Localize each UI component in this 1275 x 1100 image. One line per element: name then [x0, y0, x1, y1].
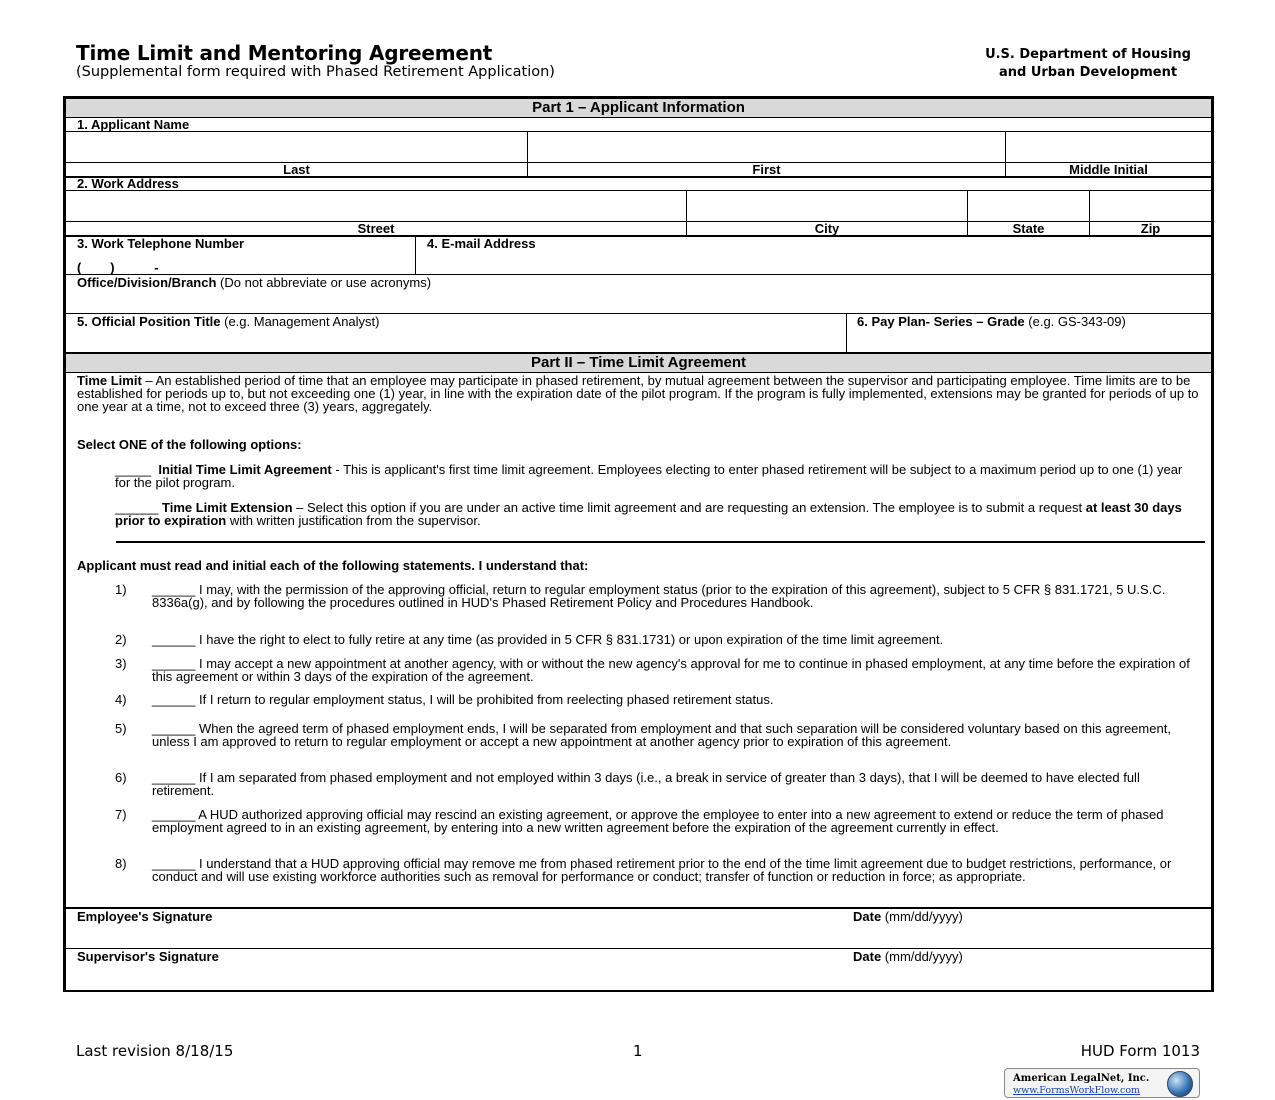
employee-signature-row	[66, 909, 1211, 949]
option1-text: - This is applicant's first time limit agreement. Employees electing to enter phased retirement will be subject to a maximum period up to one (1) year for the pilot program.	[115, 462, 1183, 490]
logo-company-name: American LegalNet, Inc.	[1013, 1073, 1150, 1084]
office-hint: (Do not abbreviate or use acronyms)	[216, 275, 432, 290]
statement-number: 7)	[115, 807, 127, 822]
part2-heading: Part II – Time Limit Agreement	[66, 354, 1211, 373]
applicant-name-label: 1. Applicant Name	[77, 117, 190, 132]
statement-text: ______ When the agreed term of phased employment ends, I will be separated from employment and that such separation will be considered voluntary based on this agreement, unless I am approved to return to regular employment or accept a new appointment at another agency prior to expiration of this agreement.	[152, 721, 1171, 749]
time-limit-definition	[77, 374, 1199, 413]
option2-text-b: with written justification from the supervisor.	[226, 513, 481, 528]
statement-text: ______ I understand that a HUD approving official may remove me from phased retirement prior to the end of the time limit agreement due to budget restrictions, performance, or conduct and will use existing workforce authorities such as removal for performance or conduct; transfer of function or reduction in force; as appropriate.	[152, 856, 1172, 884]
statement-number: 5)	[115, 721, 127, 736]
statement-number: 3)	[115, 656, 127, 671]
statement-3[interactable]	[115, 657, 1199, 683]
pay-label-text: 6. Pay Plan- Series – Grade	[857, 314, 1025, 329]
option2-blank: ______	[115, 500, 162, 515]
first-name-caption: First	[752, 162, 781, 177]
state-caption: State	[1012, 221, 1045, 236]
option1-blank: _____	[115, 462, 159, 477]
statement-7[interactable]	[115, 808, 1199, 834]
supervisor-date-label	[853, 950, 963, 964]
logo-website-link[interactable]: www.FormsWorkFlow.com	[1013, 1085, 1141, 1096]
statement-text: ______ I may accept a new appointment at another agency, with or without the new agency's approval for me to continue in phased employment, at any time before the expiration of this agreement or within 3 days of the expiration of the agreement.	[152, 656, 1190, 684]
street-field[interactable]	[66, 191, 686, 221]
date-label-text: Date	[853, 909, 882, 924]
phone-format-hint: ( ) -	[77, 260, 159, 275]
statement-text: ______ A HUD authorized approving official may rescind an existing agreement, or approve the employee to enter into a new agreement to extend or reduce the term of phased employment agreed to in an existing agreement, by entering into a new written agreement before the expiration of the agreement currently in effect.	[152, 807, 1164, 835]
time-limit-term: Time Limit	[77, 373, 142, 388]
statement-text: ______ I have the right to elect to fully retire at any time (as provided in 5 CFR § 831.1731) or upon expiration of the time limit agreement.	[152, 632, 944, 647]
supervisor-signature-field[interactable]	[66, 949, 836, 991]
option2-bold: at least 30 days prior to expiration	[115, 500, 1182, 528]
supervisor-signature-row	[66, 949, 1211, 991]
agency-name	[985, 46, 1191, 82]
street-caption: Street	[357, 221, 395, 236]
option-initial-agreement[interactable]	[115, 463, 1199, 489]
work-telephone-label: 3. Work Telephone Number	[77, 236, 245, 251]
page-number: 1	[633, 1042, 643, 1060]
work-address-label: 2. Work Address	[77, 176, 179, 191]
middle-initial-caption: Middle Initial	[1069, 162, 1148, 177]
select-one-label: Select ONE of the following options:	[77, 437, 302, 452]
form-title: Time Limit and Mentoring Agreement	[76, 41, 493, 65]
statement-2[interactable]	[115, 633, 1199, 646]
zip-caption: Zip	[1140, 221, 1161, 236]
employee-date-field[interactable]	[852, 909, 1211, 949]
date-hint: (mm/dd/yyyy)	[881, 909, 963, 924]
statement-number: 2)	[115, 632, 127, 647]
statement-number: 4)	[115, 692, 127, 707]
statement-text: ______ I may, with the permission of the approving official, return to regular employment status (prior to the expiration of this agreement), subject to 5 CFR § 831.1721, 5 U.S.C. 8336a(g), and by following the procedures outlined in HUD's Phased Retirement Policy and Procedures Handbook.	[152, 582, 1166, 610]
position-label-text: 5. Official Position Title	[77, 314, 221, 329]
statement-5[interactable]	[115, 722, 1199, 748]
option2-title: Time Limit Extension	[162, 500, 293, 515]
employee-date-label	[853, 910, 963, 924]
supervisor-date-field[interactable]	[852, 949, 1211, 991]
statement-1[interactable]	[115, 583, 1199, 609]
position-title-field[interactable]	[66, 314, 846, 353]
position-title-label	[77, 315, 380, 329]
last-name-field[interactable]	[66, 132, 527, 163]
statement-text: ______ If I return to regular employment status, I will be prohibited from reelecting phased retirement status.	[152, 692, 774, 707]
last-name-caption: Last	[283, 162, 310, 177]
statement-8[interactable]	[115, 857, 1199, 883]
statement-text: ______ If I am separated from phased employment and not employed within 3 days (i.e., a break in service of greater than 3 days), that I will be deemed to have elected full retirement.	[152, 770, 1140, 798]
form-body	[63, 96, 1214, 992]
zip-field[interactable]	[1090, 191, 1211, 221]
statement-number: 8)	[115, 856, 127, 871]
employee-signature-label: Employee's Signature	[77, 909, 213, 924]
statement-6[interactable]	[115, 771, 1199, 797]
revision-date: Last revision 8/18/15	[76, 1042, 234, 1060]
pay-hint: (e.g. GS-343-09)	[1024, 314, 1126, 329]
part1-heading: Part 1 – Applicant Information	[66, 99, 1211, 118]
first-name-field[interactable]	[528, 132, 1005, 163]
pay-plan-label	[857, 315, 1126, 329]
office-label-text: Office/Division/Branch	[77, 275, 217, 290]
globe-icon	[1167, 1071, 1193, 1097]
form-subtitle: (Supplemental form required with Phased Retirement Application)	[76, 64, 555, 80]
position-hint: (e.g. Management Analyst)	[220, 314, 380, 329]
city-field[interactable]	[687, 191, 967, 221]
agency-line-1: U.S. Department of Housing	[985, 47, 1191, 62]
time-limit-text: – An established period of time that an employee may participate in phased retirement, by mutual agreement between the supervisor and participating employee. Time limits are to be established for periods up to, but not exceeding one (1) year, in line with the expiration date of the pilot program. If the program is fully implemented, extensions may be granted for periods of up to one year at a time, not to exceed three (3) years, aggregately.	[77, 373, 1199, 414]
agency-line-2: and Urban Development	[998, 65, 1178, 80]
city-caption: City	[814, 221, 840, 236]
office-division-branch-field[interactable]	[66, 275, 1211, 313]
statement-number: 6)	[115, 770, 127, 785]
option2-text-a: – Select this option if you are under an active time limit agreement and are requesting an extension. The employee is to submit a request	[292, 500, 1086, 515]
date-hint: (mm/dd/yyyy)	[881, 949, 963, 964]
form-number: HUD Form 1013	[1080, 1042, 1200, 1060]
option1-title: Initial Time Limit Agreement	[158, 462, 332, 477]
statement-4[interactable]	[115, 693, 1199, 706]
date-label-text: Date	[853, 949, 882, 964]
office-label	[77, 276, 431, 290]
state-field[interactable]	[968, 191, 1089, 221]
email-label: 4. E-mail Address	[427, 236, 536, 251]
employee-signature-field[interactable]	[66, 909, 836, 949]
option-time-limit-extension[interactable]	[115, 501, 1199, 527]
middle-initial-field[interactable]	[1006, 132, 1211, 163]
pay-plan-field[interactable]	[847, 314, 1211, 353]
email-field[interactable]	[416, 236, 1211, 274]
statement-number: 1)	[115, 582, 127, 597]
statements-intro: Applicant must read and initial each of the following statements. I understand that:	[77, 558, 589, 573]
supervisor-signature-label: Supervisor's Signature	[77, 949, 219, 964]
american-legalnet-logo[interactable]	[1004, 1068, 1200, 1098]
work-telephone-field[interactable]	[66, 236, 415, 274]
